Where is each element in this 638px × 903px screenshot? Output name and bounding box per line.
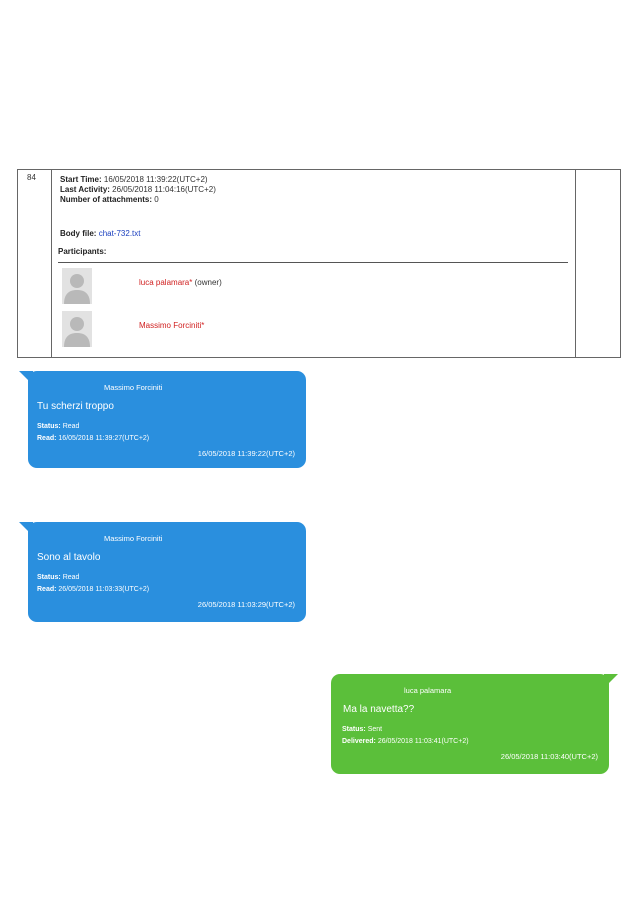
body-file-label: Body file: [60,229,97,238]
participant-name-line [139,321,204,330]
message-status [37,423,79,430]
last-activity-value: 26/05/2018 11:04:16(UTC+2) [112,185,216,194]
column-divider [51,170,52,357]
message-sender: luca palamara [404,686,452,695]
delivered-value: 26/05/2018 11:03:41(UTC+2) [377,738,469,745]
delivered-label: Delivered: [342,738,376,745]
attachments-label: Number of attachments: [60,195,153,204]
participant-role: (owner) [194,278,222,287]
bubble-tail [19,371,33,385]
message-status [342,726,382,733]
message-read-time [37,435,149,442]
participant-name-line [139,278,222,287]
last-activity-line [60,185,216,195]
status-label: Status: [37,574,61,581]
message-text: Tu scherzi troppo [37,401,114,412]
status-value: Sent [367,726,383,733]
message-status [37,574,79,581]
bubble-tail [19,522,33,536]
participants-divider [58,262,568,263]
message-bubble-incoming [28,522,306,622]
start-time-label: Start Time: [60,175,102,184]
participants-heading: Participants: [58,247,107,256]
message-delivered-time [342,738,469,745]
message-read-time [37,586,149,593]
body-file-line [60,229,141,238]
row-number: 84 [27,173,36,182]
user-silhouette-icon [62,311,92,347]
read-value: 16/05/2018 11:39:27(UTC+2) [58,435,150,442]
status-label: Status: [342,726,366,733]
message-bubble-outgoing [331,674,609,774]
message-bubble-incoming [28,371,306,468]
chat-summary-table [17,169,621,358]
read-label: Read: [37,435,57,442]
participant-name: luca palamara* [139,278,193,287]
chat-info [60,175,216,205]
attachments-value: 0 [154,195,159,204]
message-timestamp: 26/05/2018 11:03:40(UTC+2) [500,752,598,761]
message-text: Sono al tavolo [37,552,101,563]
attachments-line [60,195,216,205]
participant-row [60,311,480,349]
message-text: Ma la navetta?? [343,704,415,715]
read-value: 26/05/2018 11:03:33(UTC+2) [58,586,150,593]
message-sender: Massimo Forciniti [104,383,163,392]
column-divider [575,170,576,357]
user-silhouette-icon [62,268,92,304]
start-time-line [60,175,216,185]
message-timestamp: 26/05/2018 11:03:29(UTC+2) [197,600,295,609]
body-file-link[interactable]: chat-732.txt [98,229,141,238]
status-value: Read [62,574,80,581]
read-label: Read: [37,586,57,593]
avatar [62,268,92,304]
status-value: Read [62,423,80,430]
participant-row [60,268,480,306]
bubble-tail [604,674,618,688]
start-time-value: 16/05/2018 11:39:22(UTC+2) [103,175,208,184]
message-timestamp: 16/05/2018 11:39:22(UTC+2) [197,449,295,458]
message-sender: Massimo Forciniti [104,534,163,543]
last-activity-label: Last Activity: [60,185,110,194]
participant-name: Massimo Forciniti* [139,321,205,330]
avatar [62,311,92,347]
status-label: Status: [37,423,61,430]
